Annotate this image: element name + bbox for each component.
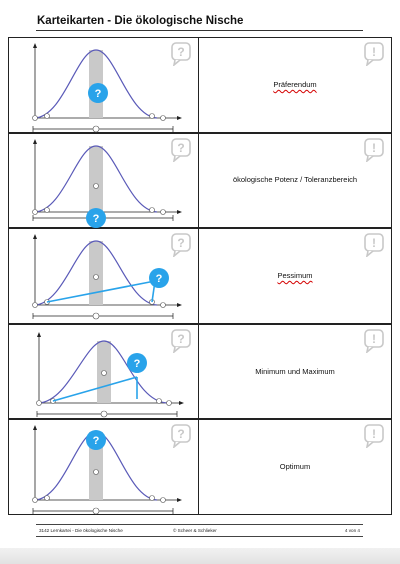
page-footer (36, 524, 363, 537)
svg-text:?: ? (177, 45, 185, 59)
question-cell-2 (8, 133, 199, 229)
svg-text:!: ! (372, 427, 376, 442)
answer-cell-2 (198, 133, 392, 229)
answer-cell-3 (198, 228, 392, 324)
question-cell-1 (8, 37, 199, 133)
answer-cell-5 (198, 419, 392, 515)
question-marker-text: ? (92, 435, 100, 448)
card-row-1 (8, 37, 392, 133)
title-rule (36, 30, 363, 31)
question-marker-text: ? (92, 212, 100, 225)
svg-text:!: ! (372, 331, 376, 346)
question-icon (171, 233, 193, 257)
answer-text-4: Minimum und Maximum (255, 366, 335, 376)
card-row-4 (8, 324, 392, 420)
answer-text-1: Präferendum (273, 79, 317, 89)
exclamation-icon (364, 329, 386, 353)
page-title: Karteikarten - Die ökologische Nische (37, 15, 244, 27)
card-row-3 (8, 228, 392, 324)
svg-text:?: ? (177, 140, 185, 155)
card-grid (8, 37, 392, 515)
exclamation-icon (364, 42, 386, 66)
question-icon (171, 329, 193, 353)
question-marker-text: ? (94, 88, 102, 100)
card-row-2 (8, 133, 392, 229)
answer-cell-4 (198, 324, 392, 420)
question-marker-text: ? (155, 273, 163, 286)
svg-text:!: ! (372, 236, 376, 251)
footer-left: 3142 Lernkartei - Die ökologische Nische (39, 528, 123, 533)
card-row-5 (8, 419, 392, 515)
exclamation-icon (364, 233, 386, 257)
svg-text:!: ! (372, 45, 376, 59)
question-icon (171, 42, 193, 66)
footer-copyright: © Scheer & Schlieker (173, 528, 217, 533)
question-icon (171, 138, 193, 162)
answer-text-5: Optimum (279, 462, 311, 472)
answer-text-2: ökologische Potenz / Toleranzbereich (232, 175, 358, 185)
question-cell-3 (8, 228, 199, 324)
svg-text:?: ? (177, 331, 185, 346)
svg-text:?: ? (177, 427, 185, 442)
answer-cell-1 (198, 37, 392, 133)
question-marker-text: ? (133, 357, 141, 370)
answer-text-3: Pessimum (277, 270, 313, 280)
question-cell-5 (8, 419, 199, 515)
question-icon (171, 424, 193, 448)
footer-page-number: 4 von 4 (344, 528, 360, 533)
question-cell-4 (8, 324, 199, 420)
exclamation-icon (364, 138, 386, 162)
svg-text:?: ? (177, 236, 185, 251)
svg-text:!: ! (372, 140, 376, 155)
viewer-background (0, 548, 400, 564)
exclamation-icon (364, 424, 386, 448)
